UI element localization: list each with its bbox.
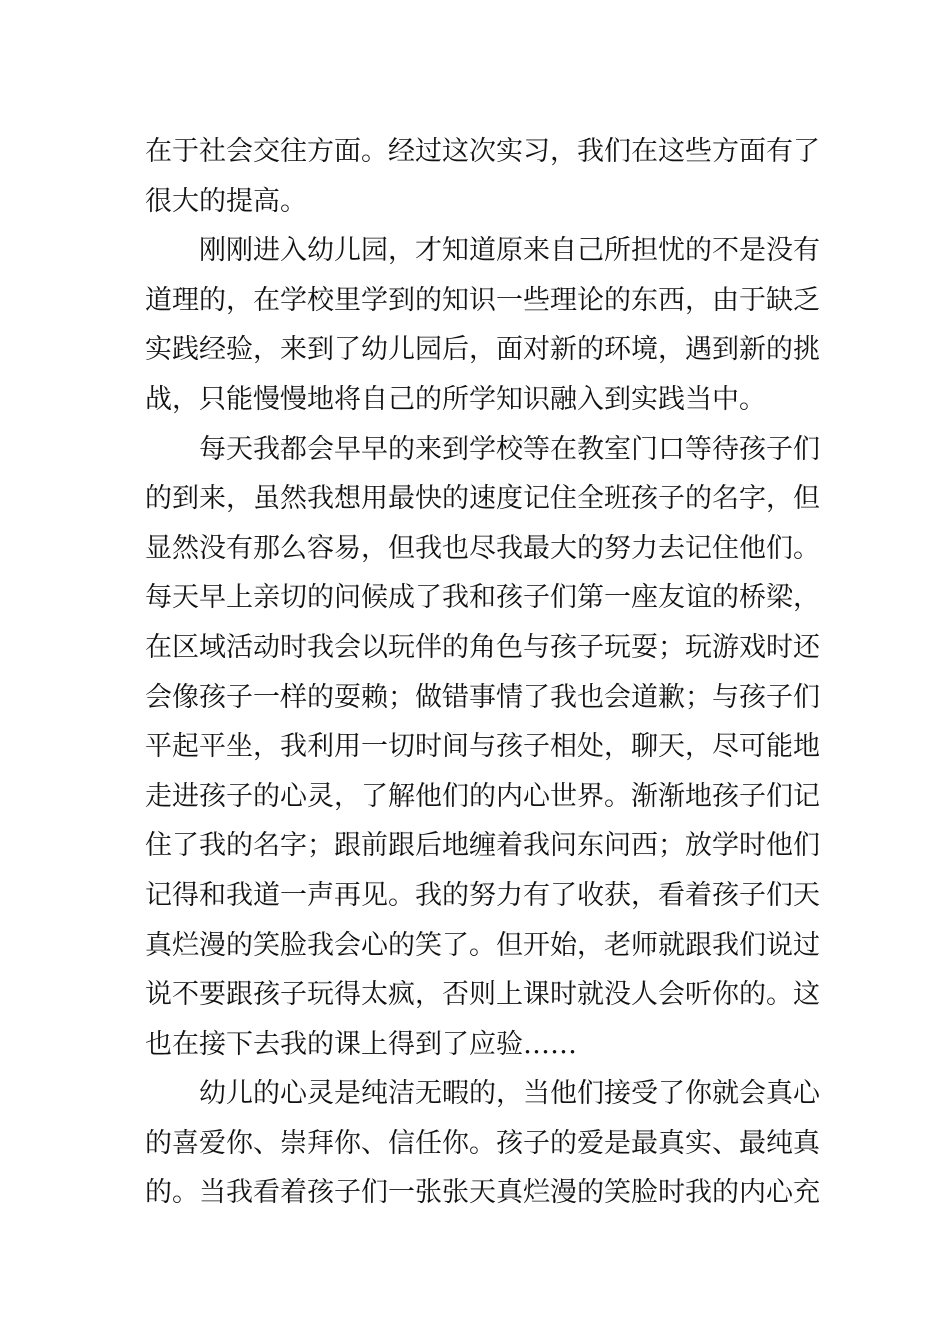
text-line: 的到来，虽然我想用最快的速度记住全班孩子的名字，但	[145, 483, 820, 515]
text-line: 每天早上亲切的问候成了我和孩子们第一座友谊的桥梁，	[145, 582, 820, 614]
text-line: 记得和我道一声再见。我的努力有了收获，看着孩子们天	[145, 879, 820, 911]
text-line: 平起平坐，我利用一切时间与孩子相处，聊天，尽可能地	[145, 731, 820, 763]
text-line: 实践经验，来到了幼儿园后，面对新的环境，遇到新的挑	[145, 334, 820, 366]
text-line: 会像孩子一样的耍赖；做错事情了我也会道歉；与孩子们	[145, 681, 820, 713]
body-text	[145, 127, 820, 1218]
paragraph-2	[145, 226, 820, 424]
text-line: 道理的，在学校里学到的知识一些理论的东西，由于缺乏	[145, 284, 820, 316]
text-line: 在区域活动时我会以玩伴的角色与孩子玩耍；玩游戏时还	[145, 631, 820, 663]
paragraph-4	[145, 1069, 820, 1218]
text-line: 也在接下去我的课上得到了应验……	[145, 1028, 577, 1060]
text-line: 每天我都会早早的来到学校等在教室门口等待孩子们	[199, 433, 820, 465]
text-line: 幼儿的心灵是纯洁无暇的，当他们接受了你就会真心	[199, 1078, 820, 1110]
text-line: 在于社会交往方面。经过这次实习，我们在这些方面有了	[145, 136, 820, 167]
paragraph-1	[145, 127, 820, 226]
text-line: 真烂漫的笑脸我会心的笑了。但开始，老师就跟我们说过	[145, 929, 820, 961]
text-line: 战，只能慢慢地将自己的所学知识融入到实践当中。	[145, 383, 766, 415]
text-line: 走进孩子的心灵，了解他们的内心世界。渐渐地孩子们记	[145, 780, 820, 812]
text-line: 显然没有那么容易，但我也尽我最大的努力去记住他们。	[145, 532, 820, 564]
text-line: 很大的提高。	[145, 185, 307, 217]
text-line: 的喜爱你、崇拜你、信任你。孩子的爱是最真实、最纯真	[145, 1127, 820, 1159]
text-line: 的。当我看着孩子们一张张天真烂漫的笑脸时我的内心充	[145, 1177, 820, 1209]
text-line: 说不要跟孩子玩得太疯，否则上课时就没人会听你的。这	[145, 979, 820, 1011]
text-line: 刚刚进入幼儿园，才知道原来自己所担忧的不是没有	[199, 235, 820, 267]
paragraph-3	[145, 425, 820, 1070]
text-line: 住了我的名字；跟前跟后地缠着我问东问西；放学时他们	[145, 830, 820, 862]
